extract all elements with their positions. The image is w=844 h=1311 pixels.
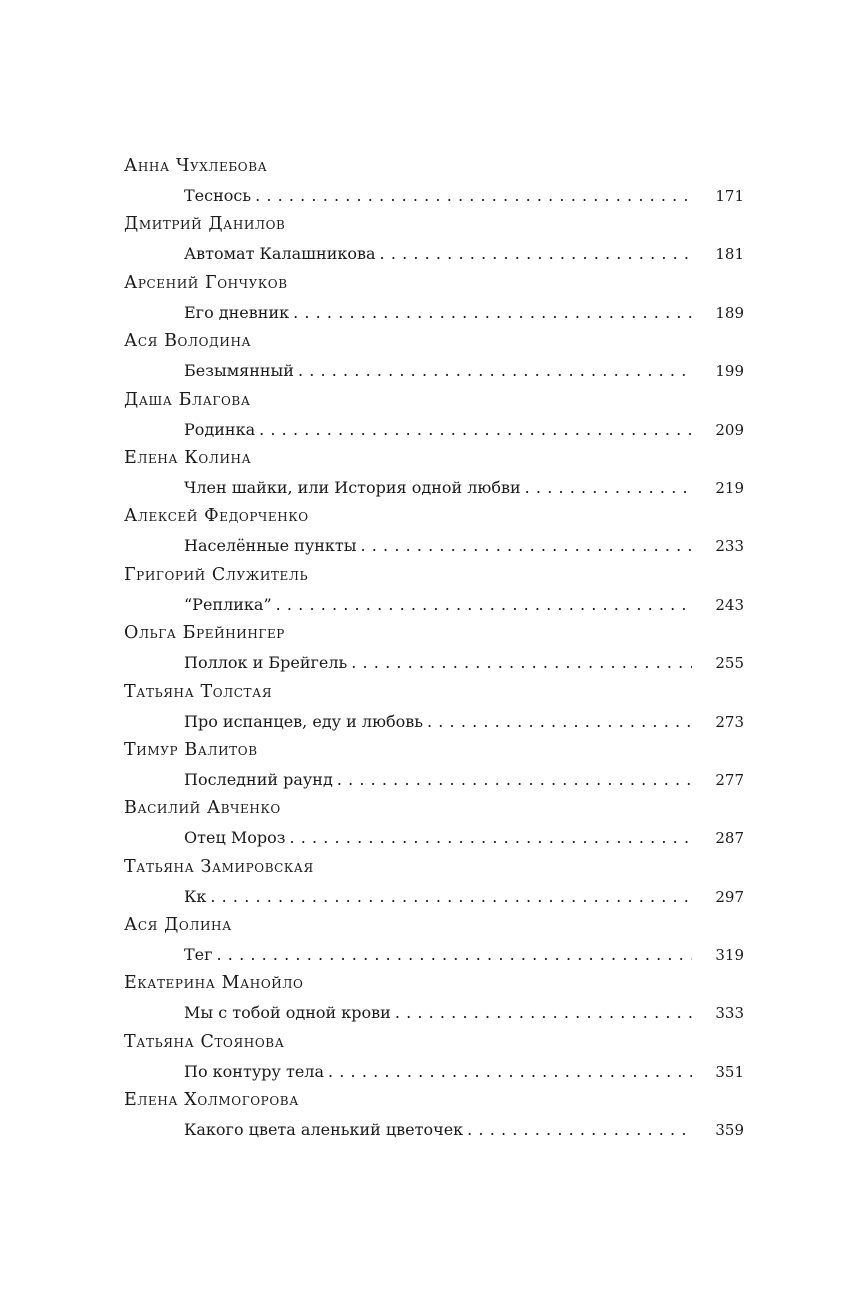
toc-entry	[124, 152, 744, 210]
work-title: По контуру тела	[184, 1061, 324, 1081]
author-name: Татьяна Замировская	[124, 856, 314, 877]
dot-leader	[525, 478, 692, 498]
page-number: 297	[715, 887, 744, 906]
author-name: Елена Колина	[124, 447, 252, 468]
toc-entry	[124, 210, 744, 268]
author-name: Елена Холмогорова	[124, 1090, 299, 1111]
work-line	[184, 244, 744, 264]
work-line	[184, 1120, 744, 1140]
toc-entry	[124, 269, 744, 327]
toc-entry	[124, 502, 744, 560]
page-number: 333	[715, 1004, 744, 1023]
author-name: Тимур Валитов	[124, 739, 258, 760]
page-number: 233	[715, 537, 744, 556]
work-line	[184, 653, 744, 673]
dot-leader	[380, 244, 692, 264]
author-name: Алексей Федорченко	[124, 506, 309, 527]
dot-leader	[259, 420, 692, 440]
work-line	[184, 595, 744, 615]
page-number: 255	[715, 654, 744, 673]
author-name: Даша Благова	[124, 389, 251, 410]
author-name: Анна Чухлебова	[124, 156, 268, 176]
toc-entry	[124, 1086, 744, 1144]
author-name: Арсений Гончуков	[124, 272, 288, 293]
author-name: Татьяна Толстая	[124, 681, 273, 702]
toc-entry	[124, 561, 744, 619]
work-line	[184, 1062, 744, 1082]
page-number: 273	[715, 712, 744, 731]
work-title: Кк	[184, 886, 207, 906]
work-title: Мы с тобой одной крови	[184, 1003, 391, 1023]
dot-leader	[427, 712, 692, 732]
toc-entry	[124, 911, 744, 969]
work-line	[184, 887, 744, 907]
work-line	[184, 712, 744, 732]
work-title: Теснось	[184, 186, 252, 205]
page-number: 351	[715, 1062, 744, 1081]
work-title: Тег	[184, 945, 213, 965]
author-name: Ася Долина	[124, 915, 232, 936]
work-title: Про испанцев, еду и любовь	[184, 711, 423, 731]
toc-entry	[124, 444, 744, 502]
work-line	[184, 1003, 744, 1023]
work-line	[184, 361, 744, 381]
toc-entry	[124, 678, 744, 736]
author-name: Василий Авченко	[124, 798, 281, 819]
work-title: Член шайки, или История одной любви	[184, 477, 521, 497]
work-line	[184, 420, 744, 440]
page-number: 209	[715, 420, 744, 439]
work-title: Какого цвета аленький цветочек	[184, 1120, 464, 1140]
toc-entry	[124, 327, 744, 385]
work-line	[184, 478, 744, 498]
work-line	[184, 536, 744, 556]
table-of-contents	[124, 152, 744, 1145]
page-number: 277	[715, 770, 744, 789]
dot-leader	[210, 887, 692, 907]
work-line	[184, 945, 744, 965]
toc-entry	[124, 386, 744, 444]
dot-leader	[328, 1062, 692, 1082]
page-number: 219	[715, 478, 744, 497]
work-line	[184, 770, 744, 790]
dot-leader	[255, 186, 692, 206]
dot-leader	[337, 770, 692, 790]
work-line	[184, 828, 744, 848]
dot-leader	[276, 595, 692, 615]
dot-leader	[293, 303, 692, 323]
author-name: Татьяна Стоянова	[124, 1031, 285, 1052]
dot-leader	[217, 945, 692, 965]
work-title: Отец Мороз	[184, 828, 286, 848]
work-title: Поллок и Брейгель	[184, 653, 348, 673]
author-name: Екатерина Манойло	[124, 973, 304, 994]
author-name: Ася Володина	[124, 331, 252, 352]
work-title: Его дневник	[184, 302, 290, 322]
page-number: 171	[715, 187, 744, 205]
work-line	[184, 186, 744, 206]
page-number: 189	[715, 303, 744, 322]
dot-leader	[467, 1120, 692, 1140]
toc-entry	[124, 619, 744, 677]
work-line	[184, 303, 744, 323]
page-number: 319	[715, 946, 744, 965]
work-title: Населённые пункты	[184, 536, 357, 556]
page-number: 181	[715, 245, 744, 264]
author-name: Дмитрий Данилов	[124, 214, 286, 235]
work-title: Безымянный	[184, 361, 294, 381]
page-number: 287	[715, 829, 744, 848]
work-title: Последний раунд	[184, 769, 333, 789]
dot-leader	[298, 361, 692, 381]
toc-entry	[124, 969, 744, 1027]
work-title: Родинка	[184, 419, 256, 439]
toc-entry	[124, 1028, 744, 1086]
toc-entry	[124, 853, 744, 911]
author-name: Ольга Брейнингер	[124, 623, 285, 644]
toc-entry	[124, 736, 744, 794]
dot-leader	[289, 828, 692, 848]
page-number: 199	[715, 362, 744, 381]
dot-leader	[351, 653, 692, 673]
dot-leader	[395, 1003, 692, 1023]
work-title: Автомат Калашникова	[184, 244, 376, 264]
page-number: 243	[715, 595, 744, 614]
work-title: “Реплика”	[184, 594, 272, 614]
toc-entry	[124, 794, 744, 852]
dot-leader	[361, 536, 693, 556]
author-name: Григорий Служитель	[124, 564, 309, 585]
page-number: 359	[715, 1121, 744, 1140]
